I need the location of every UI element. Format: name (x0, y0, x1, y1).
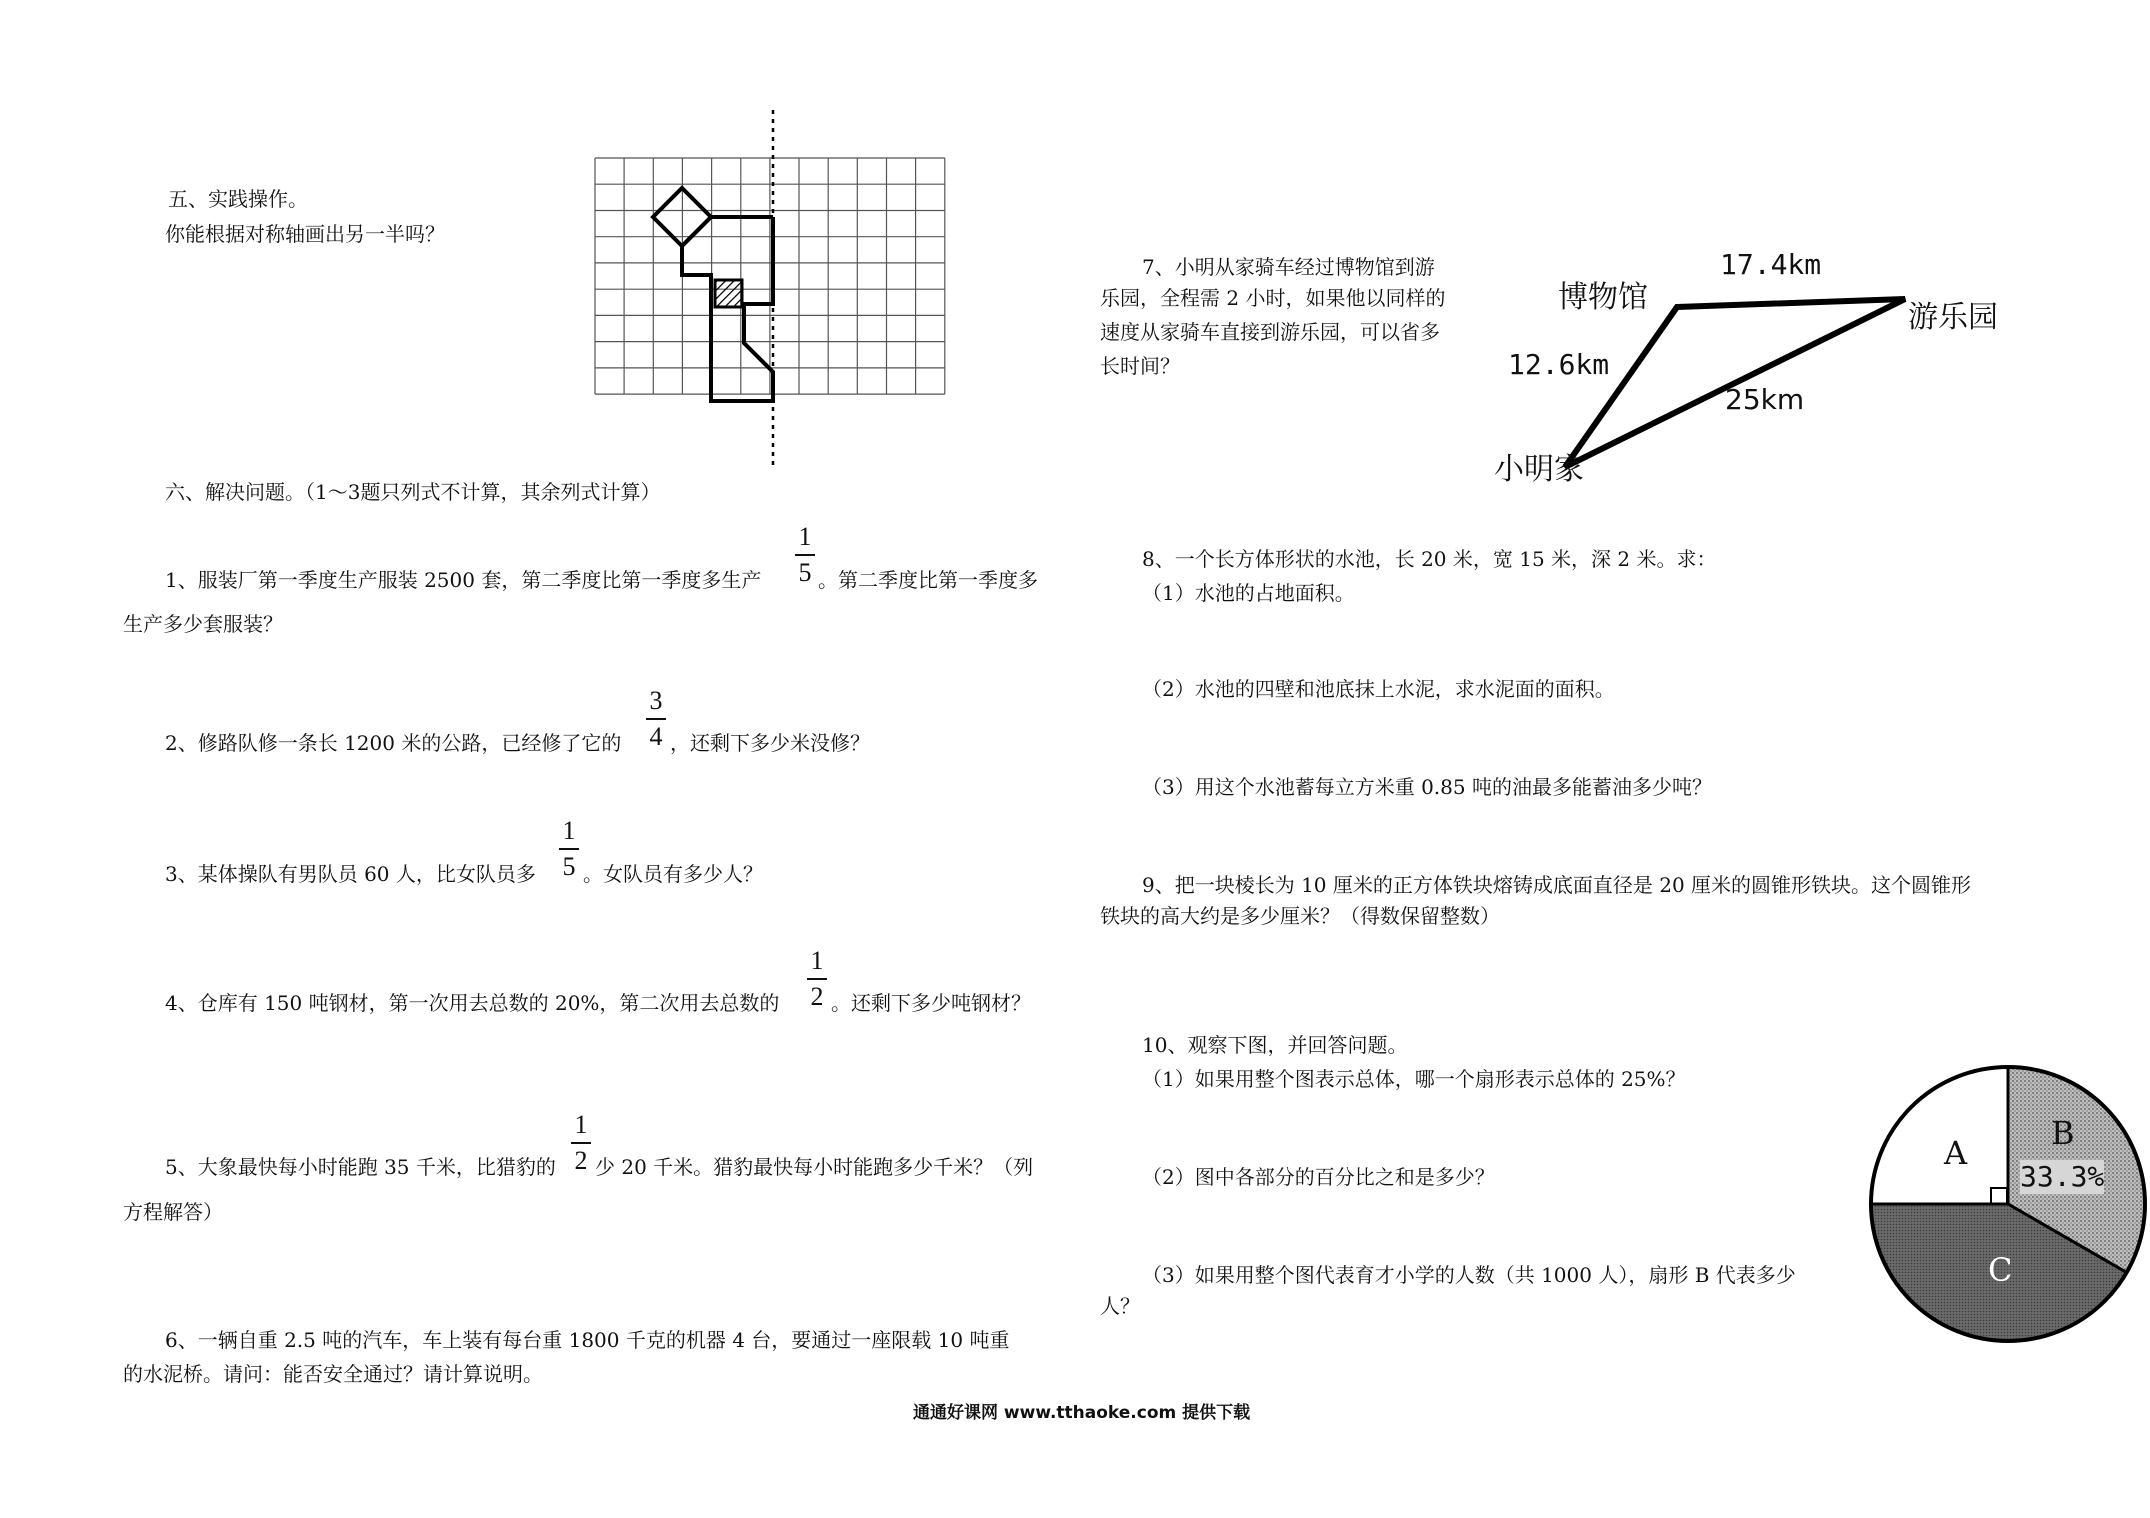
q10-part2: （2）图中各部分的百分比之和是多少？ (1142, 1165, 1495, 1189)
q3-after: 。女队员有多少人？ (583, 862, 763, 886)
q3-frac-num: 1 (562, 816, 576, 845)
q8-part1: （1）水池的占地面积。 (1142, 581, 1355, 605)
distance-museum-park: 17.4km (1720, 248, 1822, 281)
q6-line2: 的水泥桥。请问：能否安全通过？请计算说明。 (123, 1362, 543, 1386)
pie-figure (1868, 1064, 2148, 1344)
q1-frac-den: 5 (798, 558, 812, 587)
q5-before: 5、大象最快每小时能跑 35 千米，比猎豹的 (165, 1155, 556, 1179)
q10-part3b: 人？ (1100, 1294, 1140, 1318)
q4-before: 4、仓库有 150 吨钢材，第一次用去总数的 20%，第二次用去总数的 (165, 991, 780, 1015)
page-footer: 通通好课网 www.tthaoke.com 提供下载 (913, 1403, 1251, 1423)
q5-after: 少 20 千米。猎豹最快每小时能跑多少千米？（列 (595, 1155, 1034, 1179)
l-shape (682, 217, 773, 401)
q1-line1-after: 。第二季度比第一季度多 (818, 568, 1038, 592)
q7-line2: 乐园，全程需 2 小时，如果他以同样的 (1100, 286, 1446, 310)
q5-fraction (570, 1110, 592, 1176)
q5-line2: 方程解答） (123, 1200, 223, 1224)
q4-after: 。还剩下多少吨钢材？ (831, 991, 1031, 1015)
hatched-square (715, 280, 742, 307)
q3-before: 3、某体操队有男队员 60 人，比女队员多 (165, 862, 536, 886)
q1-frac-num: 1 (798, 522, 812, 551)
pie-label-a: A (1944, 1134, 1968, 1172)
q8-part3: （3）用这个水池蓄每立方米重 0.85 吨的油最多能蓄油多少吨？ (1142, 775, 1712, 799)
section5-prompt: 你能根据对称轴画出另一半吗？ (165, 222, 445, 246)
q8-part2: （2）水池的四壁和池底抹上水泥，求水泥面的面积。 (1142, 677, 1615, 701)
q10-part1: （1）如果用整个图表示总体，哪一个扇形表示总体的 25%？ (1142, 1067, 1686, 1091)
q1-fraction (794, 522, 816, 588)
q8-line1: 8、一个长方体形状的水池，长 20 米，宽 15 米，深 2 米。求： (1142, 547, 1717, 571)
q1-line2: 生产多少套服装？ (123, 612, 283, 636)
q7-line4: 长时间？ (1100, 354, 1180, 378)
q9-line2: 铁块的高大约是多少厘米？（得数保留整数） (1100, 904, 1500, 928)
q2-frac-den: 4 (649, 722, 663, 751)
q10-part3: （3）如果用整个图代表育才小学的人数（共 1000 人），扇形 B 代表多少 (1142, 1263, 1796, 1287)
q5-frac-den: 2 (574, 1146, 588, 1175)
label-home: 小明家 (1494, 452, 1584, 487)
q6-line1: 6、一辆自重 2.5 吨的汽车，车上装有每台重 1800 千克的机器 4 台，要通过一座限载 10 吨重 (165, 1328, 1010, 1352)
q10-line1: 10、观察下图，并回答问题。 (1142, 1033, 1408, 1057)
q2-frac-num: 3 (649, 686, 663, 715)
section6-heading: 六、解决问题。（1～3题只列式不计算，其余列式计算） (165, 480, 661, 504)
q3-frac-den: 5 (562, 852, 576, 881)
q5-frac-num: 1 (574, 1110, 588, 1139)
q4-fraction (806, 946, 828, 1012)
pie-label-b-percent: 33.3% (2020, 1160, 2105, 1193)
q2-after: ，还剩下多少米没修？ (670, 731, 870, 755)
pie-label-c: C (1988, 1251, 2013, 1289)
symmetry-grid-figure (590, 110, 960, 480)
q7-line1: 7、小明从家骑车经过博物馆到游 (1142, 255, 1435, 279)
q1-line1-before: 1、服装厂第一季度生产服装 2500 套，第二季度比第一季度多生产 (165, 568, 762, 592)
section5-heading: 五、实践操作。 (168, 187, 308, 211)
q7-line3: 速度从家骑车直接到游乐园，可以省多 (1100, 320, 1440, 344)
q2-before: 2、修路队修一条长 1200 米的公路，已经修了它的 (165, 731, 622, 755)
distance-home-park: 25km (1725, 383, 1805, 416)
pie-label-b: B (2051, 1114, 2075, 1152)
distance-home-museum: 12.6km (1508, 348, 1610, 381)
label-museum: 博物馆 (1558, 280, 1648, 315)
q2-fraction (645, 686, 667, 752)
q4-frac-den: 2 (810, 982, 824, 1011)
q4-frac-num: 1 (810, 946, 824, 975)
q3-fraction (558, 816, 580, 882)
q9-line1: 9、把一块棱长为 10 厘米的正方体铁块熔铸成底面直径是 20 厘米的圆锥形铁块。这个圆锥形 (1142, 873, 1972, 897)
label-park: 游乐园 (1908, 300, 1998, 335)
